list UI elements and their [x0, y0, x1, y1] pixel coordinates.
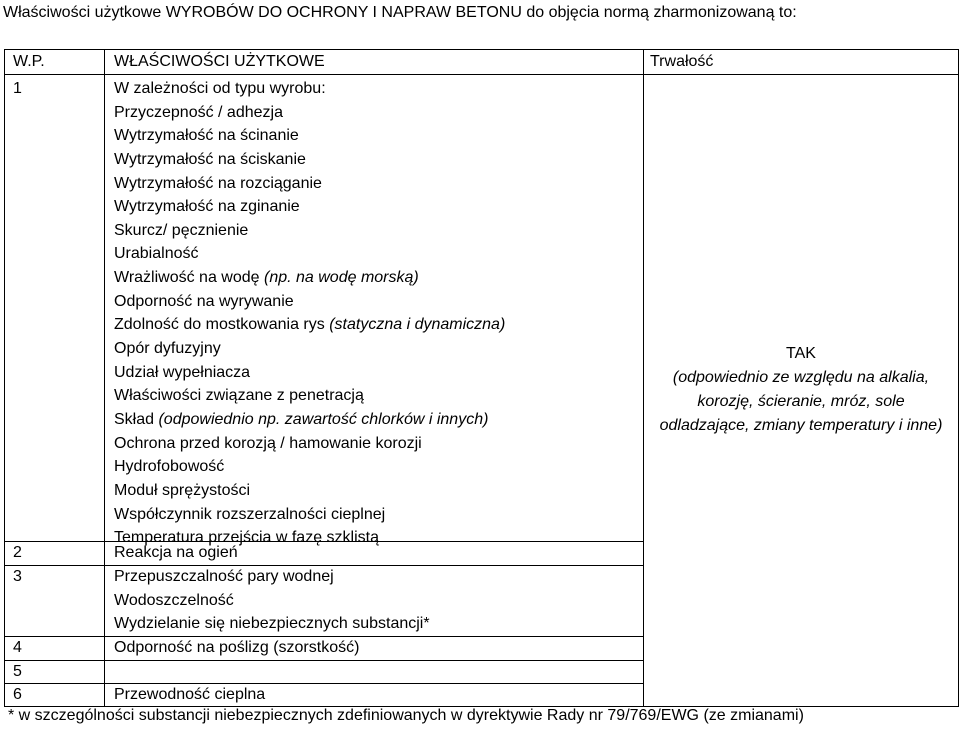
list-item: Wrażliwość na wodę (np. na wodę morską) [114, 269, 419, 287]
footnote: * w szczególności substancji niebezpiecznych zdefiniowanych w dyrektywie Rady nr 79/769/EWG (ze zmianami) [8, 707, 804, 724]
list-item: Ochrona przed korozją / hamowanie korozji [114, 434, 422, 452]
row-3-properties [114, 565, 430, 636]
list-item: Temperatura przejścia w fazę szklistą [114, 529, 379, 547]
list-item: Zdolność do mostkowania rys (statyczna i dynamiczna) [114, 316, 506, 334]
header-durability: Trwałość [650, 53, 714, 70]
row-number: 4 [13, 639, 22, 656]
list-item: Reakcja na ogień [114, 544, 238, 561]
row-number: 2 [13, 544, 22, 561]
durability-cell [643, 342, 959, 438]
durability-note: (odpowiednio ze względu na alkalia, korozję, ścieranie, mróz, sole odladzające, zmiany temperatury i inne) [659, 369, 943, 434]
list-item: Odporność na poślizg (szorstkość) [114, 639, 360, 656]
durability-value: TAK [786, 345, 816, 362]
list-item: Wytrzymałość na zginanie [114, 198, 300, 216]
document-title: Właściwości użytkowe WYROBÓW DO OCHRONY I NAPRAW BETONU do objęcia normą zharmonizowaną to: [3, 4, 797, 21]
list-item: Skład (odpowiednio np. zawartość chlorków i innych) [114, 410, 489, 428]
row5-bottom-border [4, 683, 644, 684]
list-item: Wytrzymałość na ścinanie [114, 127, 299, 145]
list-item: Wytrzymałość na ściskanie [114, 150, 306, 168]
row-number: 1 [13, 80, 22, 97]
list-item: Współczynnik rozszerzalności cieplnej [114, 505, 386, 523]
list-item: Wytrzymałość na rozciąganie [114, 174, 322, 192]
list-item: Wodoszczelność [114, 591, 234, 609]
header-bottom-border [4, 74, 959, 75]
row4-bottom-border [4, 660, 644, 661]
list-item: Udział wypełniacza [114, 363, 251, 381]
table-left-border [4, 49, 5, 707]
list-item: Przyczepność / adhezja [114, 103, 283, 121]
number-column-divider [104, 49, 105, 707]
list-item: Urabialność [114, 245, 199, 263]
list-item: W zależności od typu wyrobu: [114, 80, 326, 97]
row-number: 5 [13, 663, 22, 680]
list-item: Odporność na wyrywanie [114, 292, 294, 310]
list-item: Opór dyfuzyjny [114, 340, 221, 358]
list-item: Przewodność cieplna [114, 686, 266, 703]
row-1-properties [114, 77, 505, 550]
list-item: Właściwości związane z penetracją [114, 387, 364, 405]
list-item: Wydzielanie się niebezpiecznych substancji* [114, 615, 430, 633]
header-wp: W.P. [13, 53, 45, 70]
list-item: Hydrofobowość [114, 458, 225, 476]
header-properties: WŁAŚCIWOŚCI UŻYTKOWE [114, 53, 325, 70]
list-item: Przepuszczalność pary wodnej [114, 568, 334, 585]
list-item: Moduł sprężystości [114, 481, 251, 499]
row-number: 6 [13, 686, 22, 703]
list-item: Skurcz/ pęcznienie [114, 221, 249, 239]
row-number: 3 [13, 568, 22, 585]
